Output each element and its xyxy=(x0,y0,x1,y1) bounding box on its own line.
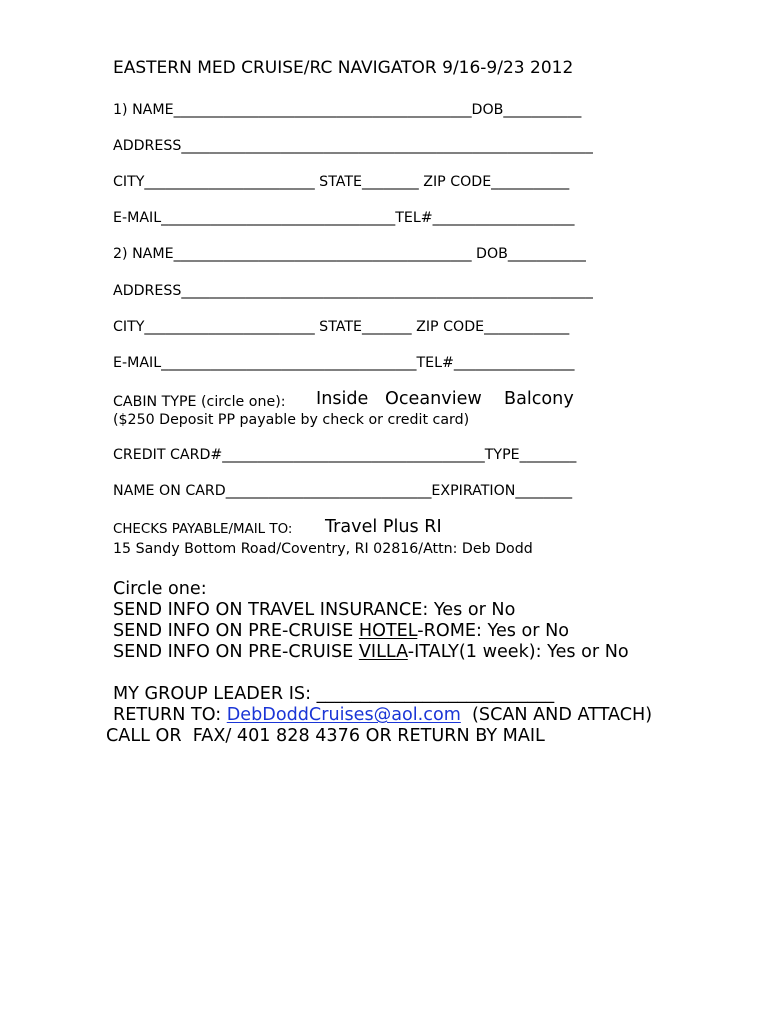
cabin-option-balcony[interactable]: Balcony xyxy=(504,389,574,409)
villa-option-prefix: SEND INFO ON PRE-CRUISE xyxy=(113,642,359,662)
mail-address: 15 Sandy Bottom Road/Coventry, RI 02816/Attn: Deb Dodd xyxy=(113,541,533,557)
circle-one-heading: Circle one: xyxy=(113,579,207,599)
cabin-option-inside[interactable]: Inside xyxy=(316,389,369,409)
p2-email-tel-field[interactable]: E-MAIL____________________________________TEL#_________________ xyxy=(113,355,575,371)
pre-cruise-villa-option[interactable] xyxy=(113,644,629,662)
p2-name-dob-field[interactable]: 2) NAME__________________________________________ DOB___________ xyxy=(113,246,586,262)
checks-payable-label: CHECKS PAYABLE/MAIL TO: xyxy=(113,522,293,537)
hotel-option-suffix: -ROME: Yes or No xyxy=(417,621,570,641)
hotel-option-word: HOTEL xyxy=(358,621,418,641)
call-fax-line: CALL OR FAX/ 401 828 4376 OR RETURN BY MAIL xyxy=(106,726,545,746)
hotel-option-prefix: SEND INFO ON PRE-CRUISE xyxy=(113,621,359,641)
cabin-option-oceanview[interactable]: Oceanview xyxy=(385,389,482,409)
p1-city-state-zip-field[interactable]: CITY________________________ STATE________ ZIP CODE___________ xyxy=(113,174,570,190)
pre-cruise-hotel-option[interactable] xyxy=(113,623,569,641)
form-title: EASTERN MED CRUISE/RC NAVIGATOR 9/16-9/23 2012 xyxy=(113,58,574,78)
villa-option-word: VILLA xyxy=(358,642,408,662)
return-to-line xyxy=(113,707,652,725)
villa-option-suffix: -ITALY(1 week): Yes or No xyxy=(407,642,629,662)
travel-insurance-option[interactable]: SEND INFO ON TRAVEL INSURANCE: Yes or No xyxy=(113,600,516,620)
return-email-link[interactable]: DebDoddCruises@aol.com xyxy=(226,705,461,725)
checks-payee: Travel Plus RI xyxy=(325,517,442,537)
return-to-label: RETURN TO: xyxy=(113,705,227,725)
cabin-type-label: CABIN TYPE (circle one): xyxy=(113,394,286,410)
group-leader-field[interactable]: MY GROUP LEADER IS: ___________________________ xyxy=(113,684,555,704)
p2-city-state-zip-field[interactable]: CITY________________________ STATE_______ ZIP CODE____________ xyxy=(113,319,570,335)
p2-address-field[interactable]: ADDRESS__________________________________________________________ xyxy=(113,283,593,299)
name-on-card-field[interactable]: NAME ON CARD_____________________________EXPIRATION________ xyxy=(113,483,573,499)
p1-email-tel-field[interactable]: E-MAIL_________________________________TEL#____________________ xyxy=(113,210,575,226)
scan-attach-note: (SCAN AND ATTACH) xyxy=(460,705,653,725)
credit-card-field[interactable]: CREDIT CARD#_____________________________________TYPE________ xyxy=(113,447,577,463)
deposit-note: ($250 Deposit PP payable by check or credit card) xyxy=(113,412,470,428)
p1-address-field[interactable]: ADDRESS__________________________________________________________ xyxy=(113,138,593,154)
p1-name-dob-field[interactable]: 1) NAME__________________________________________DOB___________ xyxy=(113,102,582,118)
